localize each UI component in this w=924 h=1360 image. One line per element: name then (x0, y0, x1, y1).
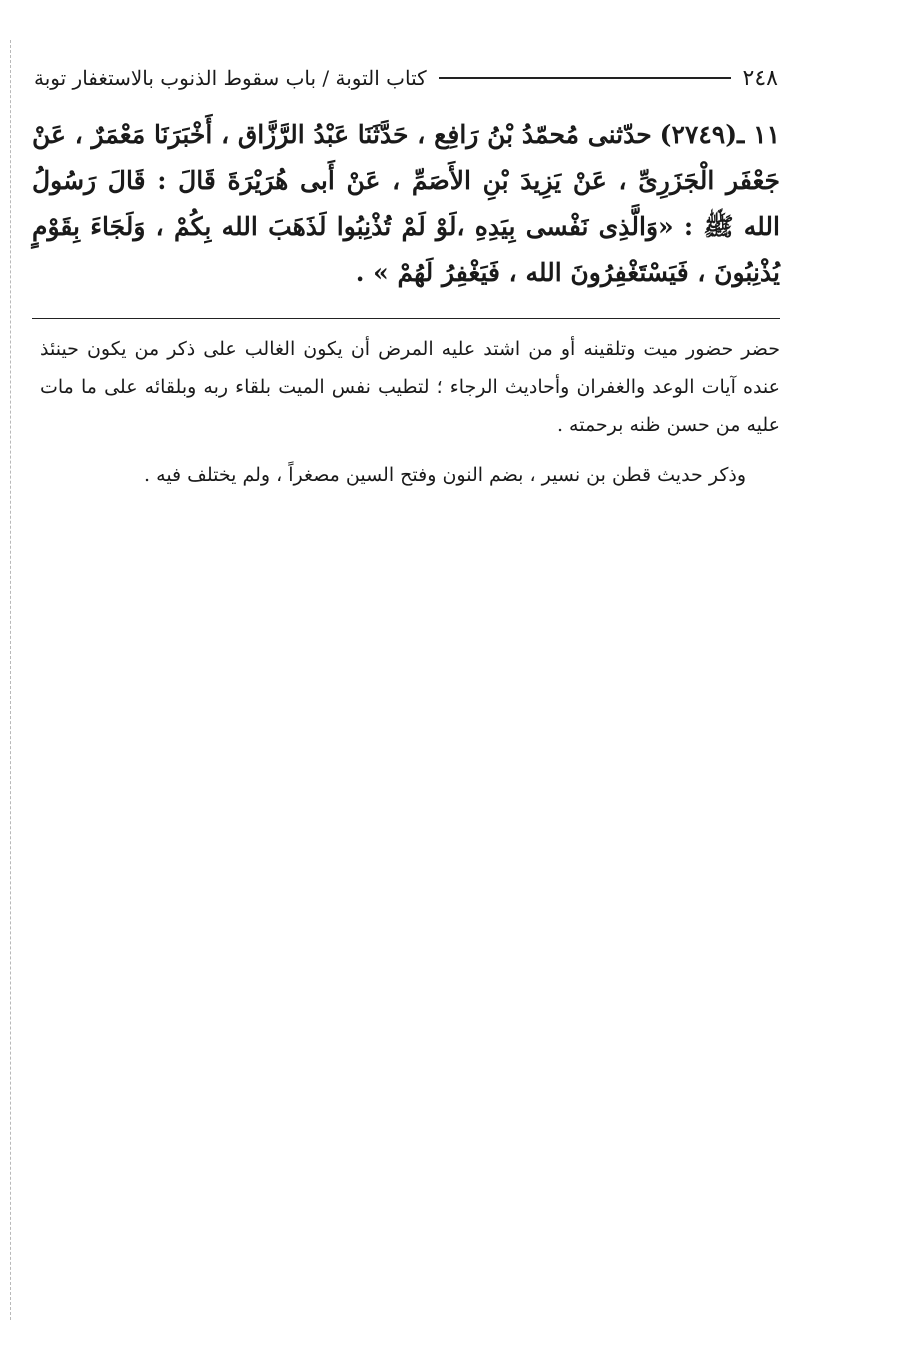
running-head: كتاب التوبة / باب سقوط الذنوب بالاستغفار توبة (34, 66, 427, 90)
commentary-paragraph-1: حضر حضور ميت وتلقينه أو من اشتد عليه المرض أن يكون الغالب على ذكر من يكون حينئذ عنده آيات الوعد والغفران وأحاديث الرجاء ؛ لتطيب نفس الميت بلقاء ربه وبلقائه على ما مات عليه من حسن ظنه برحمته . (40, 338, 780, 436)
commentary-paragraph-2: وذكر حديث قطن بن نسير ، بضم النون وفتح السين مصغراً ، ولم يختلف فيه . (144, 464, 746, 486)
hadith-text-block (32, 112, 780, 296)
hadith-number: ١١ ـ(٢٧٤٩) (659, 120, 780, 149)
hadith-body: حدّثنى مُحمّدُ بْنُ رَافِع ، حَدَّثَنَا عَبْدُ الرَّزَّاق ، أَخْبَرَنَا مَعْمَرٌ ، عَنْ جَعْفَر الْجَزَرِىِّ ، عَنْ يَزِيدَ بْنِ الأَصَمِّ ، عَنْ أَبى هُرَيْرَةَ قَالَ : قَالَ رَسُولُ الله ﷺ : «وَالَّذِى نَفْسى بِيَدِهِ ،لَوْ لَمْ تُذْنِبُوا لَذَهَبَ الله بِكُمْ ، وَلَجَاءَ بِقَوْمٍ يُذْنِبُونَ ، فَيَسْتَغْفِرُونَ الله ، فَيَغْفِرُ لَهُمْ » . (32, 120, 780, 287)
header-rule (439, 77, 731, 79)
binding-edge-line (10, 40, 11, 1320)
footnote-separator (32, 318, 780, 319)
page-header (34, 62, 778, 94)
commentary-block (40, 330, 780, 494)
page-number: ٢٤٨ (742, 65, 778, 91)
